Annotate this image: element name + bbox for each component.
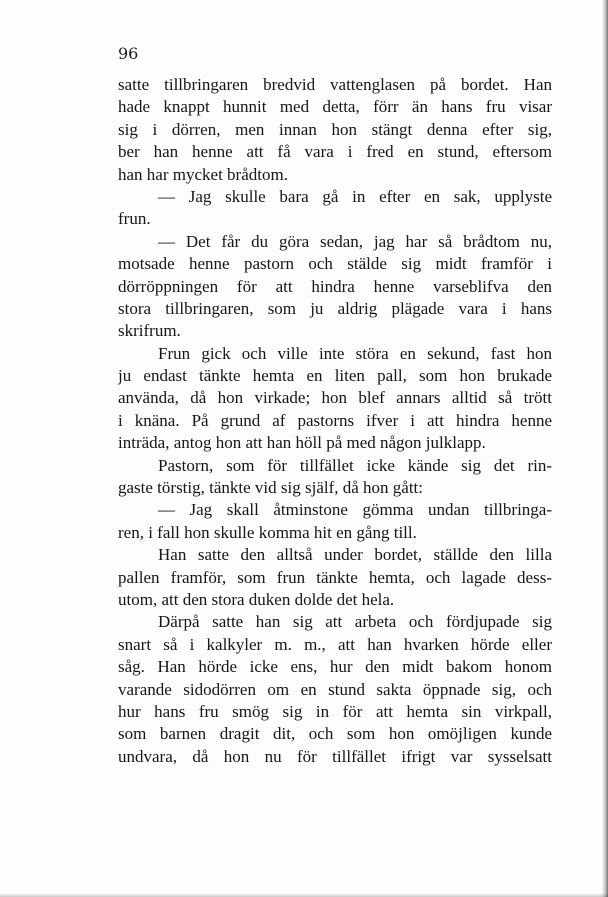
text-line: såg. Han hörde icke ens, hur den midt bakom honom	[118, 657, 552, 677]
text-line: sig i dörren, men innan hon stängt denna efter sig,	[118, 119, 552, 139]
text-line: frun.	[118, 209, 151, 229]
text-line: gaste törstig, tänkte vid sig själf, då hon gått:	[118, 478, 424, 498]
text-line: inträda, antog hon att han höll på med någon julklapp.	[118, 433, 486, 453]
page-edge-shadow	[602, 0, 608, 897]
text-line: använda, då hon virkade; hon blef annars alltid så trött	[118, 388, 552, 408]
text-line: dörröppningen för att hindra henne varseblifva den	[118, 276, 552, 296]
text-line: som barnen dragit dit, och som hon omöjligen kunde	[118, 724, 552, 744]
text-line: stora tillbringaren, som ju aldrig plägade vara i hans	[118, 298, 552, 318]
page-number: 96	[118, 44, 139, 63]
text-line: Därpå satte han sig att arbeta och fördjupade sig	[158, 612, 552, 632]
text-line: hur hans fru smög sig in för att hemta sin virkpall,	[118, 701, 552, 721]
text-line: motsade henne pastorn och stälde sig midt framför i	[118, 254, 552, 274]
text-line: ju endast tänkte hemta en liten pall, som hon brukade	[118, 366, 552, 386]
text-line: hade knappt hunnit med detta, förr än hans fru visar	[118, 97, 552, 117]
body-text	[118, 74, 552, 768]
text-line: Frun gick och ville inte störa en sekund, fast hon	[158, 343, 552, 363]
text-line: — Det får du göra sedan, jag har så brådtom nu,	[158, 231, 552, 251]
text-line: satte tillbringaren bredvid vattenglasen på bordet. Han	[118, 75, 552, 94]
text-line: pallen framför, som frun tänkte hemta, och lagade dess-	[118, 567, 552, 587]
text-line: han har mycket brådtom.	[118, 164, 288, 184]
text-line: snart så i kalkyler m. m., att han hvarken hörde eller	[118, 634, 552, 654]
text-line: ren, i fall hon skulle komma hit en gång till.	[118, 522, 417, 542]
page-bottom-shadow	[0, 893, 608, 897]
text-line: skrifrum.	[118, 321, 181, 341]
text-line: — Jag skall åtminstone gömma undan tillbringa-	[158, 500, 552, 520]
text-line: Han satte den alltså under bordet, ställde den lilla	[158, 545, 552, 565]
text-line: ber han henne att få vara i fred en stund, eftersom	[118, 142, 552, 162]
text-line: undvara, då hon nu för tillfället ifrigt var sysselsatt	[118, 746, 552, 766]
text-line: Pastorn, som för tillfället icke kände sig det rin-	[158, 455, 552, 475]
text-line: — Jag skulle bara gå in efter en sak, upplyste	[158, 186, 552, 206]
text-line: utom, att den stora duken dolde det hela.	[118, 589, 395, 609]
text-line: varande sidodörren om en stund sakta öppnade sig, och	[118, 679, 552, 699]
text-line: i knäna. På grund af pastorns ifver i att hindra henne	[118, 410, 552, 430]
